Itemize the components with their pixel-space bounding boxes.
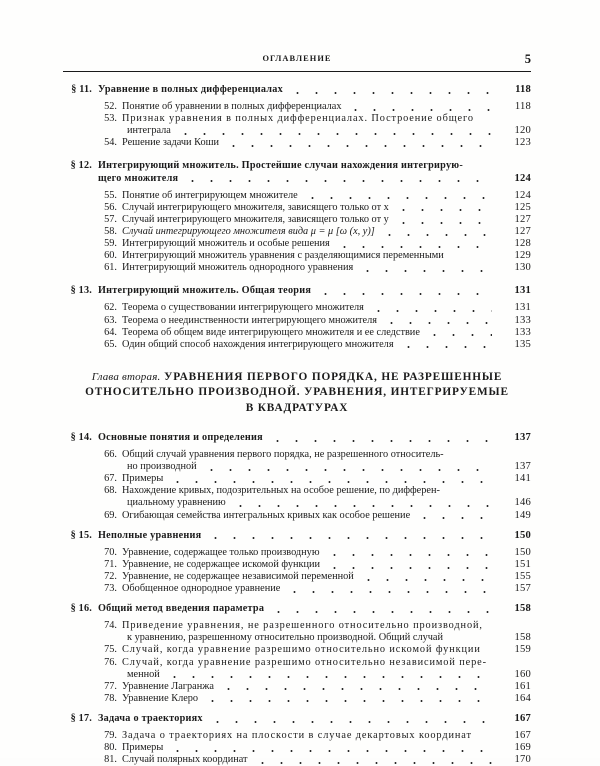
toc-item-row[interactable]: [63, 339, 531, 351]
toc-item-row[interactable]: [63, 101, 531, 113]
dot-leader: [359, 579, 492, 581]
toc-item-row[interactable]: [63, 473, 531, 485]
toc-item-row[interactable]: [63, 583, 531, 595]
toc-item-row[interactable]: [63, 238, 531, 250]
page-number: 141: [514, 473, 531, 485]
item-label: но производной: [127, 461, 197, 473]
page-number: 123: [514, 137, 531, 149]
item-label: Случай, когда уравнение разрешимо относительно искомой функции: [122, 644, 481, 656]
item-label: Огибающая семейства интегральных кривых как особое решение: [122, 509, 411, 521]
page-number: 128: [514, 238, 531, 250]
section-number: § 17.: [70, 712, 92, 724]
toc-item-continuation: [63, 497, 531, 509]
folio-number: 5: [524, 52, 531, 66]
toc-item-continuation: [63, 125, 531, 137]
item-number: 58.: [104, 225, 117, 237]
item-number: 52.: [104, 101, 117, 113]
dot-leader: [382, 322, 492, 324]
toc-item-row[interactable]: [63, 644, 531, 656]
page-number: 127: [514, 225, 531, 237]
toc-item-row[interactable]: [63, 681, 531, 693]
toc-item-row[interactable]: [63, 190, 531, 202]
item-label: менной: [127, 668, 160, 680]
item-number: 79.: [104, 729, 117, 741]
toc-item-row[interactable]: [63, 137, 531, 149]
dot-leader: [369, 310, 492, 312]
toc-item-row[interactable]: [63, 262, 531, 274]
toc-item-row[interactable]: [63, 226, 531, 238]
chapter-title-text-1: УРАВНЕНИЯ ПЕРВОГО ПОРЯДКА, НЕ РАЗРЕШЕННЫЕ: [164, 370, 503, 383]
item-label: Уравнение, не содержащее независимой переменной: [122, 570, 354, 582]
dot-leader: [468, 168, 492, 170]
section-label: Интегрирующий множитель. Общая теория: [98, 285, 312, 297]
item-label: Случай, когда уравнение разрешимо относительно независимой пере-: [122, 656, 487, 668]
item-label: Примеры: [122, 742, 164, 754]
spacer: [63, 522, 531, 530]
toc-section-row[interactable]: [63, 160, 531, 172]
spacer: [63, 274, 531, 285]
dot-leader: [202, 469, 492, 471]
item-number: 68.: [104, 485, 117, 497]
dot-leader: [168, 481, 492, 483]
dot-leader: [288, 92, 492, 94]
item-number: 72.: [104, 570, 117, 582]
page-number: 167: [514, 712, 531, 724]
item-number: 67.: [104, 473, 117, 485]
item-number: 65.: [104, 338, 117, 350]
section-number: § 13.: [70, 285, 92, 297]
dot-leader: [479, 121, 492, 123]
page-number: 133: [514, 314, 531, 326]
item-label: Интегрирующий множитель уравнения с разделяющимися переменными: [122, 250, 444, 262]
item-label: Понятие об интегрирующем множителе: [122, 189, 298, 201]
toc-section-row[interactable]: [63, 713, 531, 725]
dot-leader: [477, 738, 492, 740]
item-label: Общий случай уравнения первого порядка, не разрешенного относитель-: [122, 449, 444, 461]
page-number: 130: [514, 262, 531, 274]
spacer: [63, 149, 531, 160]
toc-item-row[interactable]: [63, 485, 531, 497]
dot-leader: [394, 209, 492, 211]
item-label: Обобщенное однородное уравнение: [122, 583, 281, 595]
item-number: 71.: [104, 558, 117, 570]
item-number: 57.: [104, 213, 117, 225]
item-number: 70.: [104, 546, 117, 558]
dot-leader: [399, 346, 492, 348]
dot-leader: [303, 197, 492, 199]
item-label: Теорема о неединственности интегрирующего множителя: [122, 314, 377, 326]
toc-section-continuation: [63, 173, 531, 185]
dot-leader: [449, 457, 492, 459]
item-label: Случай интегрирующего множителя, зависящего только от x: [122, 201, 389, 213]
dot-leader: [176, 133, 492, 135]
item-label: интеграла: [127, 125, 171, 137]
item-label: Приведение уравнения, не разрешенного относительно производной,: [122, 620, 483, 632]
toc-section-row[interactable]: [63, 432, 531, 444]
page-number: 129: [514, 250, 531, 262]
toc-section-row[interactable]: [63, 285, 531, 297]
toc-section-row[interactable]: [63, 603, 531, 615]
toc-item-row[interactable]: [63, 510, 531, 522]
item-number: 62.: [104, 302, 117, 314]
page-number: 167: [514, 729, 531, 741]
item-number: 75.: [104, 644, 117, 656]
toc-section-row[interactable]: [63, 530, 531, 542]
dot-leader: [325, 554, 492, 556]
item-number: 78.: [104, 692, 117, 704]
item-number: 74.: [104, 620, 117, 632]
dot-leader: [346, 109, 492, 111]
dot-leader: [183, 180, 492, 182]
page-number: 124: [514, 189, 531, 201]
dot-leader: [206, 537, 492, 539]
item-label: Нахождение кривых, подозрительных на особое решение, по дифферен-: [122, 485, 440, 497]
dot-leader: [335, 246, 492, 248]
toc-item-row[interactable]: [63, 302, 531, 314]
toc-item-row[interactable]: [63, 547, 531, 559]
item-number: 53.: [104, 113, 117, 125]
table-of-contents: [63, 84, 531, 766]
item-label: к уравнению, разрешенному относительно производной. Общий случай: [127, 632, 444, 644]
item-label: Теорема об общем виде интегрирующего множителя и ее следствие: [122, 326, 420, 338]
toc-item-continuation: [63, 461, 531, 473]
dot-leader: [269, 611, 492, 613]
dot-leader: [445, 493, 492, 495]
item-number: 59.: [104, 238, 117, 250]
dot-leader: [168, 750, 492, 752]
toc-item-row[interactable]: [63, 315, 531, 327]
item-label: Уравнение Клеро: [122, 692, 199, 704]
dot-leader: [224, 145, 492, 147]
page-number: 124: [514, 172, 531, 184]
dot-leader: [492, 664, 496, 666]
toc-item-row[interactable]: [63, 202, 531, 214]
item-number: 81.: [104, 754, 117, 766]
item-number: 56.: [104, 201, 117, 213]
page-number: 150: [514, 546, 531, 558]
page-number: 150: [514, 529, 531, 541]
toc-item-row[interactable]: [63, 620, 531, 632]
toc-item-row[interactable]: [63, 559, 531, 571]
item-label: Случай интегрирующего множителя вида μ = μ [ω (x, y)]: [122, 225, 375, 237]
item-label: Случай полярных координат: [122, 754, 248, 766]
item-number: 63.: [104, 314, 117, 326]
toc-item-row[interactable]: [63, 571, 531, 583]
section-label: Общий метод введения параметра: [98, 603, 265, 615]
dot-leader: [449, 258, 492, 260]
chapter-title-line-1: [63, 370, 531, 385]
item-label: Уравнение, содержащее только производную: [122, 546, 320, 558]
toc-item-row[interactable]: [63, 250, 531, 262]
dot-leader: [285, 591, 492, 593]
item-number: 54.: [104, 137, 117, 149]
dot-leader: [316, 293, 492, 295]
page-number: 146: [514, 497, 531, 509]
dot-leader: [425, 334, 492, 336]
page-number: 151: [514, 558, 531, 570]
toc-item-row[interactable]: [63, 693, 531, 705]
chapter-title-line-2: ОТНОСИТЕЛЬНО ПРОИЗВОДНОЙ. УРАВНЕНИЯ, ИНТЕГРИРУЕМЫЕ: [85, 386, 509, 399]
section-label: щего множителя: [98, 172, 179, 184]
section-label: Задача о траекториях: [98, 712, 203, 724]
section-label: Интегрирующий множитель. Простейшие случаи нахождения интегрирую-: [98, 160, 463, 172]
item-label: Признак уравнения в полных дифференциалах. Построение общего: [122, 113, 474, 125]
page-number: 131: [514, 302, 531, 314]
item-label: Уравнение Лагранжа: [122, 680, 214, 692]
dot-leader: [208, 721, 492, 723]
dot-leader: [165, 676, 492, 678]
item-label: Задача о траекториях на плоскости в случае декартовых координат: [122, 729, 472, 741]
item-number: 66.: [104, 449, 117, 461]
dot-leader: [268, 440, 492, 442]
page-number: 149: [514, 509, 531, 521]
section-number: § 15.: [70, 529, 92, 541]
dot-leader: [358, 270, 492, 272]
item-label: Один общий способ нахождения интегрирующего множителя: [122, 338, 394, 350]
page-number: 131: [514, 285, 531, 297]
page-number: 118: [514, 101, 531, 113]
toc-item-continuation: [63, 632, 531, 644]
page-number: 157: [514, 583, 531, 595]
toc-item-row[interactable]: [63, 327, 531, 339]
item-label: Интегрирующий множитель и особые решения: [122, 238, 330, 250]
item-number: 60.: [104, 250, 117, 262]
page-number: 118: [515, 84, 531, 95]
page-number: 125: [514, 201, 531, 213]
toc-item-row[interactable]: [63, 754, 531, 766]
item-number: 80.: [104, 742, 117, 754]
page-number: 120: [514, 125, 531, 137]
section-label: Неполные уравнения: [98, 529, 202, 541]
item-label: Понятие об уравнении в полных дифференциалах: [122, 101, 342, 113]
item-number: 55.: [104, 189, 117, 201]
item-label: Интегрирующий множитель однородного уравнения: [122, 262, 354, 274]
section-number: § 11.: [71, 84, 92, 95]
spacer: [63, 705, 531, 713]
running-head: [63, 54, 531, 70]
item-label: Примеры: [122, 473, 164, 485]
dot-leader: [253, 762, 492, 764]
page-number: 127: [514, 213, 531, 225]
page-number: 133: [514, 326, 531, 338]
page-number: 170: [514, 754, 531, 766]
dot-leader: [203, 700, 492, 702]
page-number: 159: [514, 644, 531, 656]
dot-leader: [394, 222, 492, 224]
item-label: Случай интегрирующего множителя, зависящего только от y: [122, 213, 389, 225]
item-number: 73.: [104, 583, 117, 595]
chapter-number-label: Глава вторая.: [91, 370, 161, 383]
item-label: Решение задачи Коши: [122, 137, 220, 149]
page-number: 169: [514, 742, 531, 754]
item-number: 76.: [104, 656, 117, 668]
toc-item-continuation: [63, 669, 531, 681]
item-number: 77.: [104, 680, 117, 692]
page-number: 137: [514, 461, 531, 473]
item-number: 61.: [104, 262, 117, 274]
page-number: 158: [514, 603, 531, 615]
toc-item-row[interactable]: [63, 742, 531, 754]
dot-leader: [231, 505, 492, 507]
page-title: ОГЛАВЛЕНИЕ: [262, 54, 332, 63]
section-number: § 12.: [70, 160, 92, 172]
chapter-heading: [63, 370, 531, 416]
section-label: Основные понятия и определения: [98, 432, 263, 443]
page-number: 164: [514, 692, 531, 704]
page-number: 161: [514, 680, 531, 692]
item-number: 64.: [104, 326, 117, 338]
spacer: [63, 595, 531, 603]
dot-leader: [486, 652, 492, 654]
item-number: 69.: [104, 509, 117, 521]
dot-leader: [325, 567, 492, 569]
chapter-title-line-3: В КВАДРАТУРАХ: [245, 401, 349, 414]
toc-section-row[interactable]: [63, 84, 531, 96]
page-number: 155: [514, 570, 531, 582]
page-number: 160: [514, 668, 531, 680]
dot-leader: [219, 688, 492, 690]
item-label: Теорема о существовании интегрирующего множителя: [122, 302, 364, 314]
dot-leader: [448, 640, 492, 642]
section-label: Уравнение в полных дифференциалах: [98, 84, 283, 95]
section-number: § 14.: [70, 432, 92, 443]
toc-item-row[interactable]: [63, 730, 531, 742]
page-number: 135: [514, 338, 531, 350]
page-number: 137: [514, 432, 531, 443]
toc-item-row[interactable]: [63, 657, 531, 669]
toc-item-row[interactable]: [63, 449, 531, 461]
item-label: Уравнение, не содержащее искомой функции: [122, 558, 321, 570]
section-number: § 16.: [70, 603, 92, 615]
toc-item-row[interactable]: [63, 214, 531, 226]
dot-leader: [488, 628, 492, 630]
dot-leader: [380, 234, 492, 236]
page-number: 158: [514, 632, 531, 644]
item-label: циальному уравнению: [127, 497, 226, 509]
header-rule: [63, 71, 531, 72]
toc-item-row[interactable]: [63, 113, 531, 125]
dot-leader: [415, 517, 492, 519]
